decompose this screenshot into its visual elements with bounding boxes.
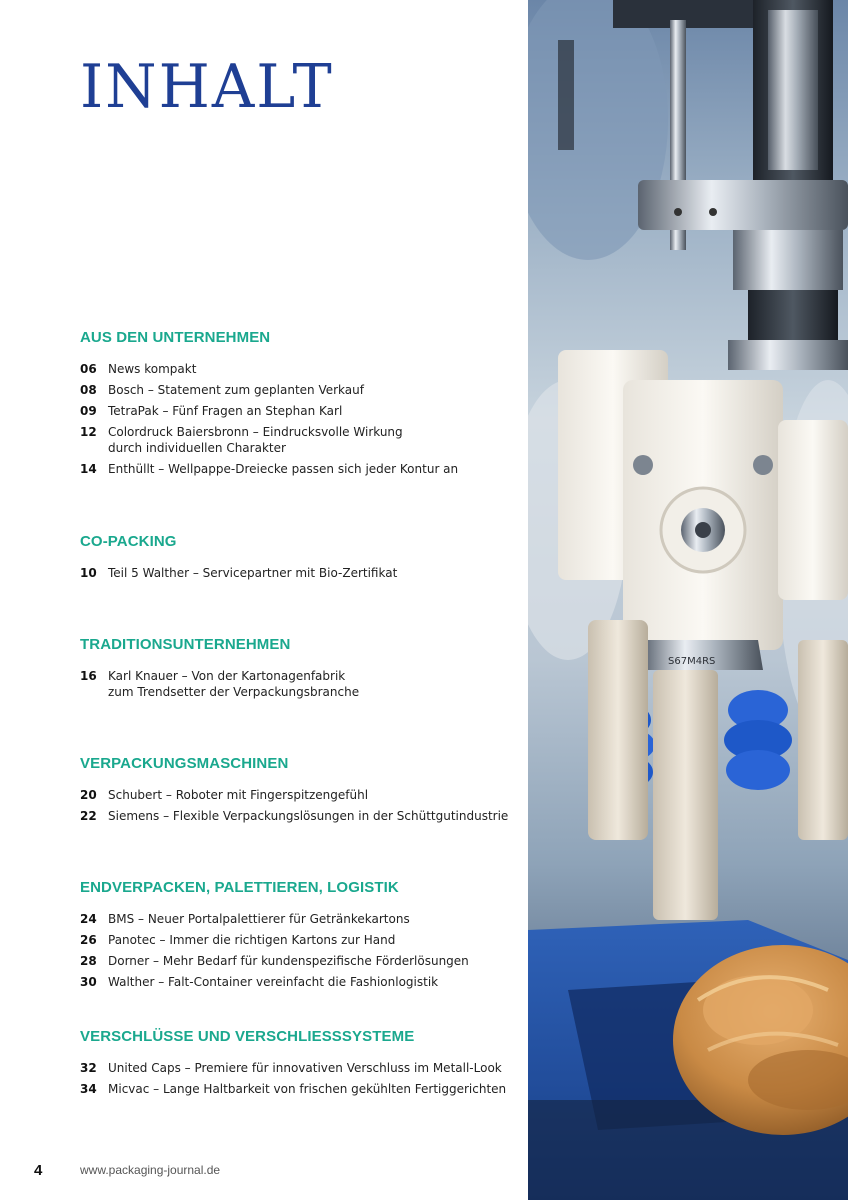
entry-title-continued: zum Trendsetter der Verpackungsbranche xyxy=(108,685,360,699)
gripper-illustration xyxy=(528,0,848,1200)
entry-title: Schubert – Roboter mit Fingerspitzengefühl xyxy=(108,788,369,802)
section-heading: VERPACKUNGSMASCHINEN xyxy=(80,755,289,772)
toc-entry xyxy=(80,461,510,477)
toc-entry xyxy=(80,382,510,398)
toc-entry xyxy=(80,953,510,969)
gripper-photo xyxy=(528,0,848,1200)
section-heading: CO-PACKING xyxy=(80,533,177,550)
toc-section xyxy=(80,1028,510,1102)
entry-title: TetraPak – Fünf Fragen an Stephan Karl xyxy=(108,404,343,418)
page-number: 08 xyxy=(80,383,97,397)
page-number: 14 xyxy=(80,462,97,476)
toc-entry xyxy=(80,787,510,803)
toc-entry xyxy=(80,361,510,377)
page-number: 32 xyxy=(80,1061,97,1075)
toc-entry xyxy=(80,808,510,824)
entry-title: News kompakt xyxy=(108,362,197,376)
toc-section xyxy=(80,636,510,705)
entry-title: Colordruck Baiersbronn – Eindrucksvolle Wirkung xyxy=(108,425,403,439)
page-number: 16 xyxy=(80,669,97,683)
page-number: 10 xyxy=(80,566,97,580)
page-number: 20 xyxy=(80,788,97,802)
page-number: 24 xyxy=(80,912,97,926)
page-number: 09 xyxy=(80,404,97,418)
toc-section xyxy=(80,533,510,586)
page-number: 34 xyxy=(80,1082,97,1096)
toc-entry xyxy=(80,424,510,456)
entry-title: Micvac – Lange Haltbarkeit von frischen gekühlten Fertiggerichten xyxy=(108,1082,507,1096)
entry-title-continued: durch individuellen Charakter xyxy=(108,441,286,455)
toc-entry xyxy=(80,1081,510,1097)
entry-title: Karl Knauer – Von der Kartonagenfabrik xyxy=(108,669,346,683)
toc-entry xyxy=(80,974,510,990)
entry-title: Siemens – Flexible Verpackungslösungen in der Schüttgutindustrie xyxy=(108,809,509,823)
page-number: 28 xyxy=(80,954,97,968)
section-heading: VERSCHLÜSSE UND VERSCHLIESSSYSTEME xyxy=(80,1028,415,1045)
page-number: 12 xyxy=(80,425,97,439)
section-heading: AUS DEN UNTERNEHMEN xyxy=(80,329,271,346)
bracket-engraving: S67M4RS xyxy=(668,656,716,667)
entry-title: Walther – Falt-Container vereinfacht die Fashionlogistik xyxy=(108,975,439,989)
entry-title: Enthüllt – Wellpappe-Dreiecke passen sich jeder Kontur an xyxy=(108,462,459,476)
page-number: 06 xyxy=(80,362,97,376)
toc-entry xyxy=(80,668,510,700)
page-title: INHALT xyxy=(80,52,334,122)
entry-title: BMS – Neuer Portalpalettierer für Getränkekartons xyxy=(108,912,410,926)
toc-entry xyxy=(80,911,510,927)
toc-entry xyxy=(80,565,510,581)
entry-title: Panotec – Immer die richtigen Kartons zur Hand xyxy=(108,933,396,947)
entry-title: Teil 5 Walther – Servicepartner mit Bio-Zertifikat xyxy=(108,566,398,580)
entry-title: Dorner – Mehr Bedarf für kundenspezifische Förderlösungen xyxy=(108,954,469,968)
entry-title: United Caps – Premiere für innovativen Verschluss im Metall-Look xyxy=(108,1061,502,1075)
section-heading: TRADITIONSUNTERNEHMEN xyxy=(80,636,291,653)
entry-title: Bosch – Statement zum geplanten Verkauf xyxy=(108,383,364,397)
footer-url: www.packaging-journal.de xyxy=(80,1163,221,1177)
toc-section xyxy=(80,329,510,482)
toc-entry xyxy=(80,1060,510,1076)
page-number: 26 xyxy=(80,933,97,947)
toc-entry xyxy=(80,403,510,419)
section-heading: ENDVERPACKEN, PALETTIEREN, LOGISTIK xyxy=(80,879,399,896)
footer-page-number: 4 xyxy=(34,1162,43,1179)
toc-entry xyxy=(80,932,510,948)
page-number: 22 xyxy=(80,809,97,823)
toc-section xyxy=(80,879,510,995)
toc-section xyxy=(80,755,510,829)
page-number: 30 xyxy=(80,975,97,989)
